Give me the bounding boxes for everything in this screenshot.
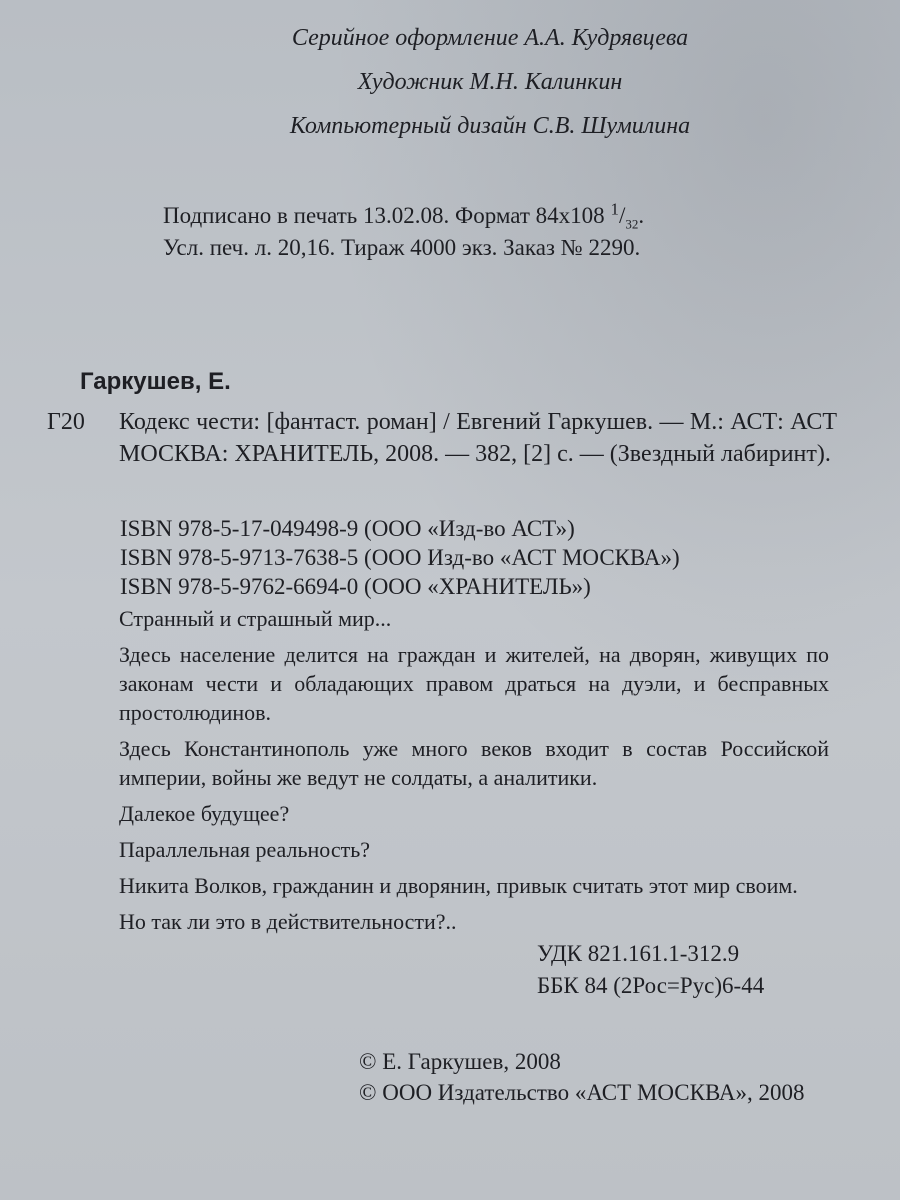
isbn-line: ISBN 978-5-9713-7638-5 (ООО Изд-во «АСТ МОСКВА») xyxy=(120,545,680,570)
annotation-paragraph: Но так ли это в действительности?.. xyxy=(119,909,457,934)
annotation-paragraph: Странный и страшный мир... xyxy=(119,606,392,631)
artist-credit: Художник М.Н. Калинкин xyxy=(357,69,623,95)
annotation-paragraph: Здесь население делится на граждан и жителей, на дворян, живущих по законам чести и обладающих правом драться на дуэли, и бесправных простолюдинов. xyxy=(119,642,829,725)
annotation-paragraph: Далекое будущее? xyxy=(119,801,290,826)
imprint-line-1-end: . xyxy=(638,203,645,228)
author-heading: Гаркушев, Е. xyxy=(80,368,231,395)
isbn-line: ISBN 978-5-17-049498-9 (ООО «Изд-во АСТ») xyxy=(120,516,575,541)
udk-code: УДК 821.161.1-312.9 xyxy=(537,941,740,966)
copyright-block xyxy=(359,1046,804,1108)
isbn-list xyxy=(120,514,820,601)
annotation xyxy=(119,604,829,943)
annotation-paragraph: Никита Волков, гражданин и дворянин, привык считать этот мир своим. xyxy=(119,873,798,898)
series-design-credit: Серийное оформление А.А. Кудрявцева xyxy=(291,25,689,51)
copyright-line: © ООО Издательство «АСТ МОСКВА», 2008 xyxy=(359,1080,805,1105)
imprint-line-1 xyxy=(163,200,863,232)
bbk-code: ББК 84 (2Рос=Рус)6-44 xyxy=(537,973,765,998)
isbn-line: ISBN 978-5-9762-6694-0 (ООО «ХРАНИТЕЛЬ») xyxy=(120,574,591,599)
fraction-numerator: 1 xyxy=(610,199,619,219)
credits-block xyxy=(0,16,900,148)
fraction-denominator: 32 xyxy=(625,216,639,232)
classification-codes xyxy=(537,938,764,1002)
annotation-paragraph: Параллельная реальность? xyxy=(119,837,371,862)
annotation-paragraph: Здесь Константинополь уже много веков входит в состав Российской империи, войны же ведут не солдаты, а аналитики. xyxy=(119,736,829,790)
catalog-code: Г20 xyxy=(47,409,85,435)
imprint-format-text: Подписано в печать 13.02.08. Формат 84x108 xyxy=(163,203,605,228)
imprint-line-2: Усл. печ. л. 20,16. Тираж 4000 экз. Заказ № 2290. xyxy=(163,235,641,260)
imprint-block xyxy=(163,200,863,264)
bibliographic-record xyxy=(47,406,837,470)
format-fraction: $^1/_{32}$ xyxy=(610,199,639,232)
bibliographic-entry: Кодекс чести: [фантаст. роман] / Евгений Гаркушев. — М.: АСТ: АСТ МОСКВА: ХРАНИТЕЛЬ, 2008. — 382, [2] с. — (Звездный лабиринт). xyxy=(119,409,837,467)
copyright-line: © Е. Гаркушев, 2008 xyxy=(359,1049,561,1074)
computer-design-credit: Компьютерный дизайн С.В. Шумилина xyxy=(289,113,691,139)
